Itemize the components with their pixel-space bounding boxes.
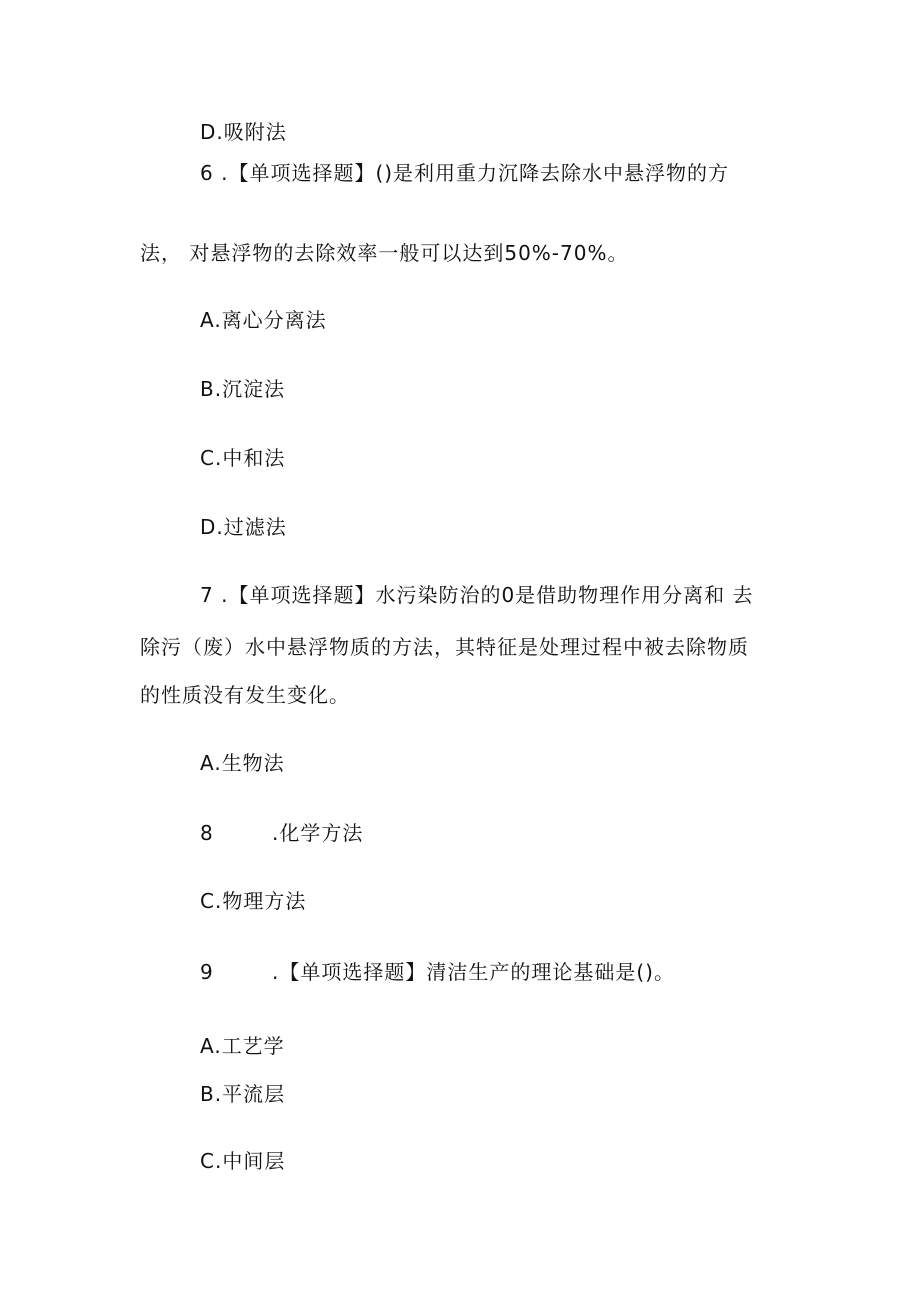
q7-stem-line1: 7 .【单项选择题】水污染防治的0是借助物理作用分离和 去: [200, 583, 754, 607]
q7-option-b: .化学方法: [272, 821, 364, 845]
q9-stem: .【单项选择题】清洁生产的理论基础是()。: [272, 960, 675, 984]
q6-option-d: D.过滤法: [200, 515, 287, 539]
q7-option-c: C.物理方法: [200, 889, 307, 913]
q7-stem-line3: 的性质没有发生变化。: [140, 683, 350, 707]
q6-option-b: B.沉淀法: [200, 377, 286, 401]
q6-stem-line2: 法， 对悬浮物的去除效率一般可以达到50%-70%。: [140, 241, 629, 265]
q9-number: 9: [200, 960, 213, 984]
q7-option-a: A.生物法: [200, 751, 285, 775]
q7-stem-line2: 除污（废）水中悬浮物质的方法，其特征是处理过程中被去除物质: [140, 635, 749, 659]
q5-option-d: D.吸附法: [200, 120, 287, 144]
q6-option-c: C.中和法: [200, 446, 286, 470]
q6-option-a: A.离心分离法: [200, 308, 327, 332]
q8-number: 8: [200, 821, 213, 845]
q9-option-b: B.平流层: [200, 1082, 286, 1106]
q9-option-a: A.工艺学: [200, 1034, 285, 1058]
q9-option-c: C.中间层: [200, 1149, 286, 1173]
q6-stem-line1: 6 .【单项选择题】()是利用重力沉降去除水中悬浮物的方: [200, 161, 730, 185]
